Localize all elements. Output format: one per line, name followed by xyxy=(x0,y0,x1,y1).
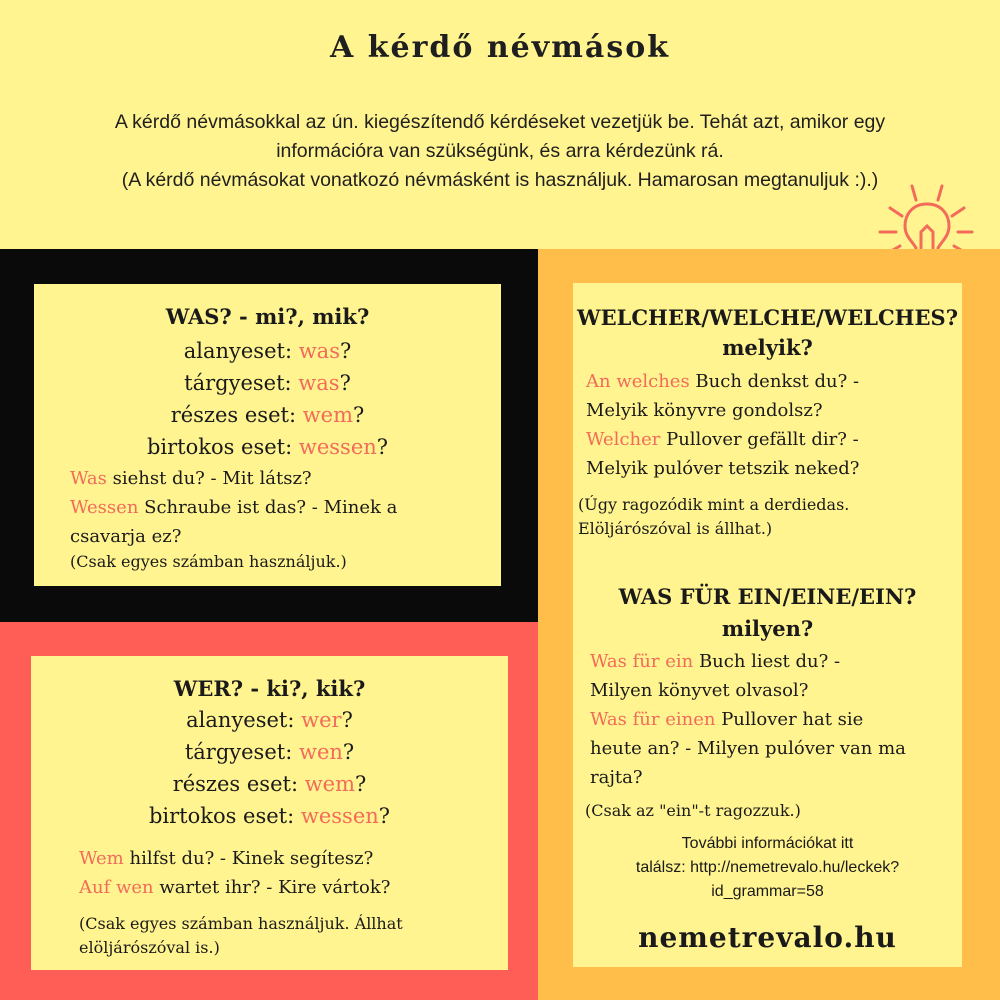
example-line: Melyik könyvre gondolsz? xyxy=(586,400,823,421)
example-text: siehst du? - Mit látsz? xyxy=(106,468,312,489)
case-label: tárgyeset: xyxy=(184,371,299,395)
example-highlight: Was xyxy=(70,468,107,489)
case-form: wen xyxy=(298,740,343,764)
case-row xyxy=(31,772,508,796)
welcher-title: WELCHER/WELCHE/WELCHES? xyxy=(576,305,958,330)
example-line xyxy=(70,493,397,522)
case-suffix: ? xyxy=(378,804,391,828)
case-suffix: ? xyxy=(342,740,355,764)
usage-note: (Csak az "ein"-t ragozzuk.) xyxy=(585,801,801,820)
info-link[interactable]: id_grammar=58 xyxy=(711,883,824,900)
example-highlight: An welches xyxy=(586,371,690,392)
intro-text xyxy=(60,108,940,195)
case-row xyxy=(31,740,508,764)
case-label: birtokos eset: xyxy=(146,435,299,459)
example-line xyxy=(70,464,312,493)
case-form: wessen xyxy=(300,804,379,828)
example-highlight: Wessen xyxy=(70,497,139,518)
case-suffix: ? xyxy=(339,339,352,363)
usage-note: (Csak egyes számban használjuk.) xyxy=(70,552,347,571)
welcher-meaning: melyik? xyxy=(722,335,813,360)
example-highlight: Was für einen xyxy=(590,709,716,730)
wer-title: WER? - ki?, kik? xyxy=(173,676,366,701)
brand-name: nemetrevalo.hu xyxy=(638,921,897,954)
case-label: részes eset: xyxy=(172,772,305,796)
usage-note: (Úgy ragozódik mint a derdiedas. xyxy=(578,495,850,514)
example-line: Melyik pulóver tetszik neked? xyxy=(586,458,860,479)
example-highlight: Was für ein xyxy=(590,651,694,672)
example-line: rajta? xyxy=(590,767,643,788)
example-text: wartet ihr? - Kire vártok? xyxy=(153,877,391,898)
right-card xyxy=(573,283,962,967)
info-link[interactable]: találsz: http://nemetrevalo.hu/leckek? xyxy=(635,859,900,876)
wer-card xyxy=(31,656,508,970)
case-label: alanyeset: xyxy=(183,339,299,363)
usage-note: (Csak egyes számban használjuk. Állhat xyxy=(79,914,403,933)
case-label: alanyeset: xyxy=(186,708,302,732)
example-text: hilfst du? - Kinek segítesz? xyxy=(123,848,374,869)
example-text: Buch denkst du? - xyxy=(689,371,860,392)
example-text: Pullover hat sie xyxy=(715,709,864,730)
case-row xyxy=(34,371,501,395)
example-highlight: Wem xyxy=(79,848,124,869)
example-line: heute an? - Milyen pulóver van ma xyxy=(590,738,906,759)
example-line xyxy=(79,844,373,873)
example-text: Buch liest du? - xyxy=(693,651,841,672)
example-line xyxy=(586,425,859,454)
example-highlight: Auf wen xyxy=(79,877,154,898)
case-row xyxy=(34,339,501,363)
example-text: Schraube ist das? - Minek a xyxy=(138,497,398,518)
case-row xyxy=(31,804,508,828)
intro-line: információra van szükségünk, és arra kérdezünk rá. xyxy=(276,140,724,162)
example-highlight: Welcher xyxy=(586,429,661,450)
wasfuer-title: WAS FÜR EIN/EINE/EIN? xyxy=(618,584,917,609)
usage-note: elöljárószóval is.) xyxy=(79,938,220,957)
case-suffix: ? xyxy=(355,772,367,796)
example-line xyxy=(590,647,840,676)
case-label: birtokos eset: xyxy=(148,804,301,828)
example-line xyxy=(586,367,859,396)
case-suffix: ? xyxy=(341,708,353,732)
case-form: wem xyxy=(302,403,354,427)
info-line: További információkat itt xyxy=(681,835,854,852)
example-line: Milyen könyvet olvasol? xyxy=(590,680,809,701)
intro-line: A kérdő névmásokkal az ún. kiegészítendő kérdéseket vezetjük be. Tehát azt, amikor egy xyxy=(114,111,886,133)
case-row xyxy=(34,435,501,459)
case-form: wem xyxy=(304,772,356,796)
was-card xyxy=(34,284,501,586)
case-label: részes eset: xyxy=(170,403,303,427)
case-label: tárgyeset: xyxy=(184,740,299,764)
page-title: A kérdő névmások xyxy=(329,30,671,65)
example-line xyxy=(79,873,390,902)
intro-line: (A kérdő névmásokat vonatkozó névmásként is használjuk. Hamarosan megtanuljuk :).) xyxy=(121,169,879,191)
case-suffix: ? xyxy=(376,435,389,459)
was-title: WAS? - mi?, mik? xyxy=(165,304,370,329)
example-line xyxy=(590,705,863,734)
case-form: was xyxy=(298,371,340,395)
example-line: csavarja ez? xyxy=(70,526,182,547)
case-suffix: ? xyxy=(339,371,351,395)
case-form: wer xyxy=(301,708,342,732)
wasfuer-meaning: milyen? xyxy=(721,616,814,641)
case-form: was xyxy=(298,339,340,363)
example-text: Pullover gefällt dir? - xyxy=(660,429,859,450)
case-form: wessen xyxy=(298,435,377,459)
case-suffix: ? xyxy=(353,403,365,427)
usage-note: Elöljárószóval is állhat.) xyxy=(578,519,773,538)
case-row xyxy=(31,708,508,732)
case-row xyxy=(34,403,501,427)
